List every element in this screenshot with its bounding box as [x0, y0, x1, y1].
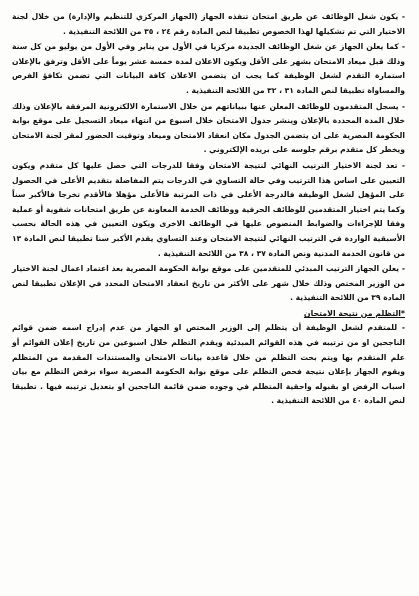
paragraph-job-announcement: - كما يعلن الجهاز عن شغل الوظائف الجديدة مركزيا في الأول من يناير وفي الأول من يوليو من كل سنة وذلك قبل ميعاد الامتحان بشهر على الأقل ويكون الاعلان لمدة خمسة عشر يوماً على الأقل وترفق بالإعلان استمارة التقدم لشغل الوظيفة كما يجب ان يتضمن الاعلان كافة البيانات التي تضمن تكافؤ الفرص والمساواة تطبيقا لنص المادة ٣١ ، ٣٢ من اللائحة التنفيذية . [12, 42, 405, 95]
section-heading-grievance: *التظلم من نتيجة الامتحان [303, 308, 405, 318]
paragraph-grievance: - للمتقدم لشغل الوظيفة أن يتظلم إلى الوزير المختص او الجهاز من عدم إدراج اسمه ضمن قوائم الناجحين او من ترتيبه في هذه القوائم المبدئية ويقدم التظلم خلال اسبوعين من تاريخ إعلان القوائم أو علم المتقدم بها ويتم بحث التظلم من خلال قاعدة بيانات الامتحان والمستندات المقدمة من المتظلم ويقوم الجهاز بإعلان نتيجة فحص التظلم على موقع بوابة الحكومة المصرية سواء برفض التظلم مع بيان اسباب الرفض او بقبوله واحقية المتظلم في وجوده ضمن قائمة الناجحين او بتعديل ترتيبه فيها . تطبيقا لنص المادة ٤٠ من اللائحة التنفيذية . [12, 323, 405, 406]
paragraph-final-ranking: - تعد لجنة الاختيار الترتيب النهائي لنتيجة الامتحان وفقا للدرجات التي حصل عليها كل متقدم ويكون التعيين على اساس هذا الترتيب وفي حالة التساوي في الدرجات يتم المفاضلة بتقديم الأعلى في الحصول على المؤهل لشغل الوظيفة فالدرجة الأعلى في ذات المرتبة فالأعلى مؤهلا فالأقدم تخرجا فالأكبر سناً وكما يتم اختيار المتقدمين للوظائف الحرفية ووظائف الخدمة المعاونة عن طريق امتحانات شفوية أو عملية وفقا للإجراءات والضوابط المنصوص عليها في الوظائف الاخرى ويكون التعيين في هذه الحالة بحسب الأسبقية الواردة في الترتيب النهائي لنتيجة الامتحان وعند التساوي يقدم الأكبر سنا تطبيقا لنص المادة ١٣ من قانون الخدمة المدنية ونص المادة ٣٧ ، ٣٨ من اللائحة التنفيذية . [12, 160, 405, 258]
paragraph-applicant-registration: - يسجل المتقدمون للوظائف المعلن عنها ببياناتهم من خلال الاستمارة الالكترونية المرفقة بالإعلان وذلك خلال المدة المحددة بالإعلان وينشر جدول الامتحان خلال اسبوع من انتهاء ميعاد التسجيل على موقع بوابة الحكومة المصرية على ان يتضمن الجدول مكان انعقاد الامتحان وميعاد وتوقيت الحضور لمقر لجنة الامتحان ويخطر كل متقدم برقم جلوسه على بريده الإلكتروني . [12, 101, 405, 155]
paragraph-initial-ranking: - يعلن الجهاز الترتيب المبدئي للمتقدمين على موقع بوابة الحكومة المصرية بعد اعتماد اعمال لجنة الاختيار من الوزير المختص وذلك خلال شهر على الأكثر من تاريخ انعقاد الامتحان المحدد في الإعلان تطبيقا لنص المادة ٣٩ من اللائحة التنفيذية . [12, 264, 405, 303]
paragraph-exam-committee: - يكون شغل الوظائف عن طريق امتحان تنفذه الجهاز (الجهاز المركزي للتنظيم والإدارة) من خلال لجنة الاختيار التي تم تشكيلها لهذا الخصوص تطبيقا لنص المادة رقم ٢٤ ، ٣٥ من اللائحة التنفيذية . [12, 12, 405, 36]
